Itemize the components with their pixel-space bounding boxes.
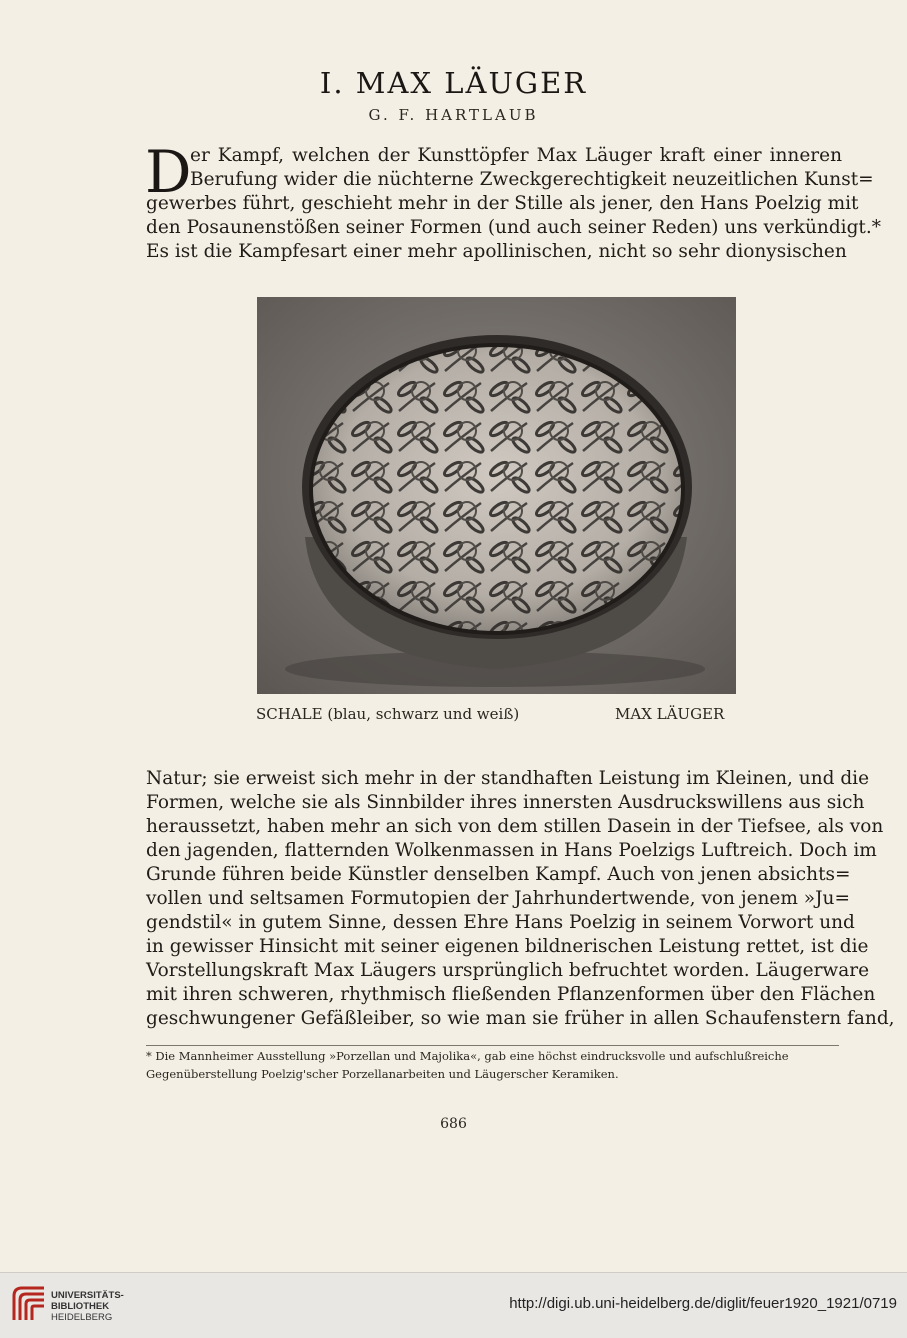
figure-caption: SCHALE (blau, schwarz und weiß): [256, 705, 520, 723]
body-line: gendstil« in gutem Sinne, dessen Ehre Hans Poelzig in seinem Vorwort und: [146, 912, 855, 933]
body-line: heraussetzt, haben mehr an sich von dem stillen Dasein in der Tiefsee, als von: [146, 816, 884, 837]
library-name[interactable]: [51, 1290, 124, 1323]
library-name-line: BIBLIOTHEK: [51, 1301, 110, 1312]
author-name: G. F. HARTLAUB: [368, 106, 539, 124]
body-line: den jagenden, flatternden Wolkenmassen in Hans Poelzigs Luftreich. Doch im: [146, 840, 877, 861]
body-line: Grunde führen beide Künstler denselben Kampf. Auch von jenen absichts=: [146, 864, 851, 885]
page-title: I. MAX LÄUGER: [319, 66, 588, 100]
body-line: vollen und seltsamen Formutopien der Jahrhundertwende, von jenem »Ju=: [146, 888, 850, 909]
body-line: Natur; sie erweist sich mehr in der standhaften Leistung im Kleinen, und die: [146, 768, 870, 789]
figure-credit: MAX LÄUGER: [615, 705, 725, 723]
library-name-line: HEIDELBERG: [51, 1312, 113, 1323]
drop-cap: D: [145, 138, 192, 206]
library-name-line: UNIVERSITÄTS-: [51, 1290, 124, 1301]
permalink-url[interactable]: http://digi.ub.uni-heidelberg.de/diglit/feuer1920_1921/0719: [509, 1295, 897, 1312]
intro-line: er Kampf, welchen der Kunsttöpfer Max Läuger kraft einer inneren: [190, 145, 842, 166]
body-line: mit ihren schweren, rhythmisch fließenden Pflanzenformen über den Flächen: [146, 984, 876, 1005]
body-line: geschwungener Gefäßleiber, so wie man sie früher in allen Schaufenstern fand,: [146, 1008, 895, 1029]
body-line: Formen, welche sie als Sinnbilder ihres innersten Ausdruckswillens aus sich: [146, 792, 865, 813]
body-line: in gewisser Hinsicht mit seiner eigenen bildnerischen Leistung rettet, ist die: [146, 936, 869, 957]
intro-line: den Posaunenstößen seiner Formen (und auch seiner Reden) uns verkündigt.*: [146, 217, 881, 238]
ub-heidelberg-logo-icon[interactable]: [12, 1286, 46, 1326]
footnote-divider: [146, 1045, 839, 1046]
intro-line: Berufung wider die nüchterne Zweckgerechtigkeit neuzeitlichen Kunst=: [190, 169, 874, 190]
bowl-photograph: [257, 297, 736, 694]
footnote-line: Gegenüberstellung Poelzig'scher Porzellanarbeiten und Läugerscher Keramiken.: [146, 1067, 619, 1081]
viewer-footer: [0, 1272, 907, 1338]
body-line: Vorstellungskraft Max Läugers ursprünglich befruchtet worden. Läugerware: [146, 960, 870, 981]
intro-line: Es ist die Kampfesart einer mehr apollinischen, nicht so sehr dionysischen: [146, 241, 847, 262]
intro-line: gewerbes führt, geschieht mehr in der Stille als jener, den Hans Poelzig mit: [146, 193, 859, 214]
page-number: 686: [440, 1116, 467, 1132]
footnote-line: * Die Mannheimer Ausstellung »Porzellan und Majolika«, gab eine höchst eindrucksvolle und aufschlußreiche: [146, 1049, 789, 1063]
